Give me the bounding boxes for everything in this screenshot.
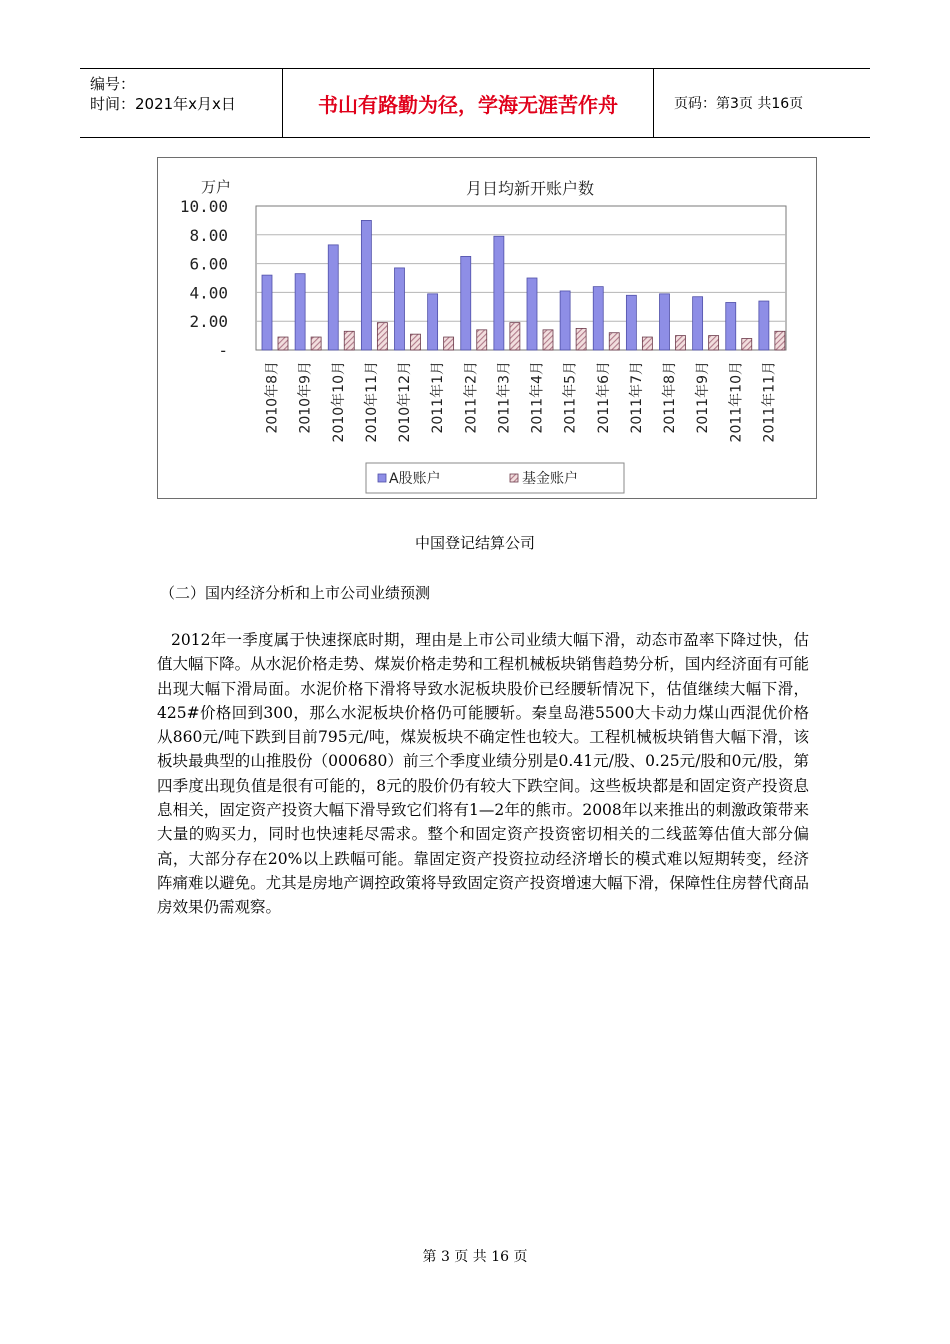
x-tick-label: 2011年4月 bbox=[529, 361, 546, 434]
x-tick-label: 2011年3月 bbox=[496, 361, 513, 434]
x-tick-label: 2011年6月 bbox=[595, 361, 612, 434]
bar-a-share bbox=[759, 301, 769, 350]
header-page-info bbox=[664, 69, 870, 137]
x-tick-label: 2011年1月 bbox=[430, 361, 447, 434]
chart-title: 月日均新开账户数 bbox=[465, 179, 595, 198]
bar-a-share bbox=[262, 275, 272, 350]
page-footer: 第 3 页 共 16 页 bbox=[422, 1249, 528, 1265]
bar-a-share bbox=[361, 220, 371, 350]
x-tick-label: 2010年11月 bbox=[363, 361, 380, 443]
bar-a-share bbox=[560, 291, 570, 350]
chart-caption: 中国登记结算公司 bbox=[414, 534, 535, 552]
bar-a-share bbox=[494, 236, 504, 350]
bar-a-share bbox=[726, 302, 736, 350]
x-tick-label: 2011年5月 bbox=[562, 361, 579, 434]
x-tick-label: 2011年2月 bbox=[463, 361, 480, 434]
bar-fund bbox=[510, 323, 520, 350]
bar-a-share bbox=[626, 295, 636, 350]
y-tick-label: 8.00 bbox=[189, 225, 228, 245]
legend-swatch-a-share bbox=[378, 474, 386, 482]
bar-a-share bbox=[693, 297, 703, 350]
bar-fund bbox=[543, 330, 553, 350]
x-tick-label: 2011年9月 bbox=[695, 361, 712, 434]
header-table bbox=[80, 68, 870, 138]
bar-fund bbox=[576, 328, 586, 350]
bar-fund bbox=[278, 337, 288, 350]
x-tick-label: 2010年8月 bbox=[264, 361, 281, 434]
bar-a-share bbox=[660, 294, 670, 350]
y-tick-label: 2.00 bbox=[189, 312, 228, 332]
bar-fund bbox=[444, 337, 454, 350]
bar-chart bbox=[158, 158, 816, 498]
bar-a-share bbox=[593, 287, 603, 350]
y-tick-label: 10.00 bbox=[179, 197, 228, 216]
x-tick-label: 2011年7月 bbox=[628, 361, 645, 434]
bar-a-share bbox=[395, 268, 405, 350]
header-motto: 书山有路勤为径，学海无涯苦作舟 bbox=[283, 69, 654, 137]
bar-a-share bbox=[295, 274, 305, 350]
body-paragraph: 2012年一季度属于快速探底时期，理由是上市公司业绩大幅下滑，动态市盈率下降过快，估值大幅下降。从水泥价格走势、煤炭价格走势和工程机械板块销售趋势分析，国内经济面有可能出现大幅下滑局面。水泥价格下滑将导致水泥板块股价已经腰斩情况下，估值继续大幅下滑，425#价格回到300，那么水泥板块价格仍可能腰斩。秦皇岛港5500大卡动力煤山西混优价格从860元/吨下跌到目前795元/吨，煤炭板块不确定性也较大。工程机械板块销售大幅下滑，该板块最典型的山推股份（000680）前三个季度业绩分别是0.41元/股、0.25元/股和0元/股，第四季度出现负值是很有可能的，8元的股价仍有较大下跌空间。这些板块都是和固定资产投资息息相关，固定资产投资大幅下滑导致它们将有1—2年的熊市。2008年以来推出的刺激政策带来大量的购买力，同时也快速耗尽需求。整个和固定资产投资密切相关的二线蓝筹估值大部分偏高，大部分存在20%以上跌幅可能。靠固定资产投资拉动经济增长的模式难以短期转变，经济阵痛难以避免。尤其是房地产调控政策将导致固定资产投资增速大幅下滑，保障性住房替代商品房效果仍需观察。 bbox=[157, 631, 809, 917]
bar-fund bbox=[311, 337, 321, 350]
bar-fund bbox=[676, 336, 686, 350]
bar-fund bbox=[775, 331, 785, 350]
bar-a-share bbox=[428, 294, 438, 350]
bar-fund bbox=[477, 330, 487, 350]
bar-a-share bbox=[527, 278, 537, 350]
x-tick-label: 2011年10月 bbox=[728, 361, 745, 443]
number-label: 编号： bbox=[90, 75, 136, 93]
bar-fund bbox=[411, 334, 421, 350]
bar-fund bbox=[642, 337, 652, 350]
time-label: 时间：2021年x月x日 bbox=[90, 95, 236, 113]
legend-swatch-fund bbox=[510, 474, 518, 482]
y-tick-label: 6.00 bbox=[189, 254, 228, 274]
header-meta-cell bbox=[80, 69, 283, 137]
y-axis-label: 万户 bbox=[200, 178, 232, 196]
y-tick-label: 4.00 bbox=[189, 283, 228, 303]
section-title: （二）国内经济分析和上市公司业绩预测 bbox=[160, 584, 431, 602]
chart-frame bbox=[157, 157, 817, 499]
legend-label-a-share: A股账户 bbox=[389, 471, 441, 487]
bar-a-share bbox=[461, 256, 471, 350]
bar-fund bbox=[609, 333, 619, 350]
bar-fund bbox=[344, 331, 354, 350]
x-tick-label: 2010年12月 bbox=[397, 361, 414, 443]
x-tick-label: 2011年8月 bbox=[662, 361, 679, 434]
y-tick-label: - bbox=[218, 341, 228, 360]
bar-fund bbox=[377, 323, 387, 350]
page-info-text: 页码：第3页 共16页 bbox=[674, 96, 804, 112]
bar-a-share bbox=[328, 245, 338, 350]
bar-fund bbox=[742, 338, 752, 350]
x-tick-label: 2010年10月 bbox=[330, 361, 347, 443]
bar-fund bbox=[709, 336, 719, 350]
x-tick-label: 2010年9月 bbox=[297, 361, 314, 434]
legend-label-fund: 基金账户 bbox=[522, 471, 578, 487]
x-tick-label: 2011年11月 bbox=[761, 361, 778, 443]
